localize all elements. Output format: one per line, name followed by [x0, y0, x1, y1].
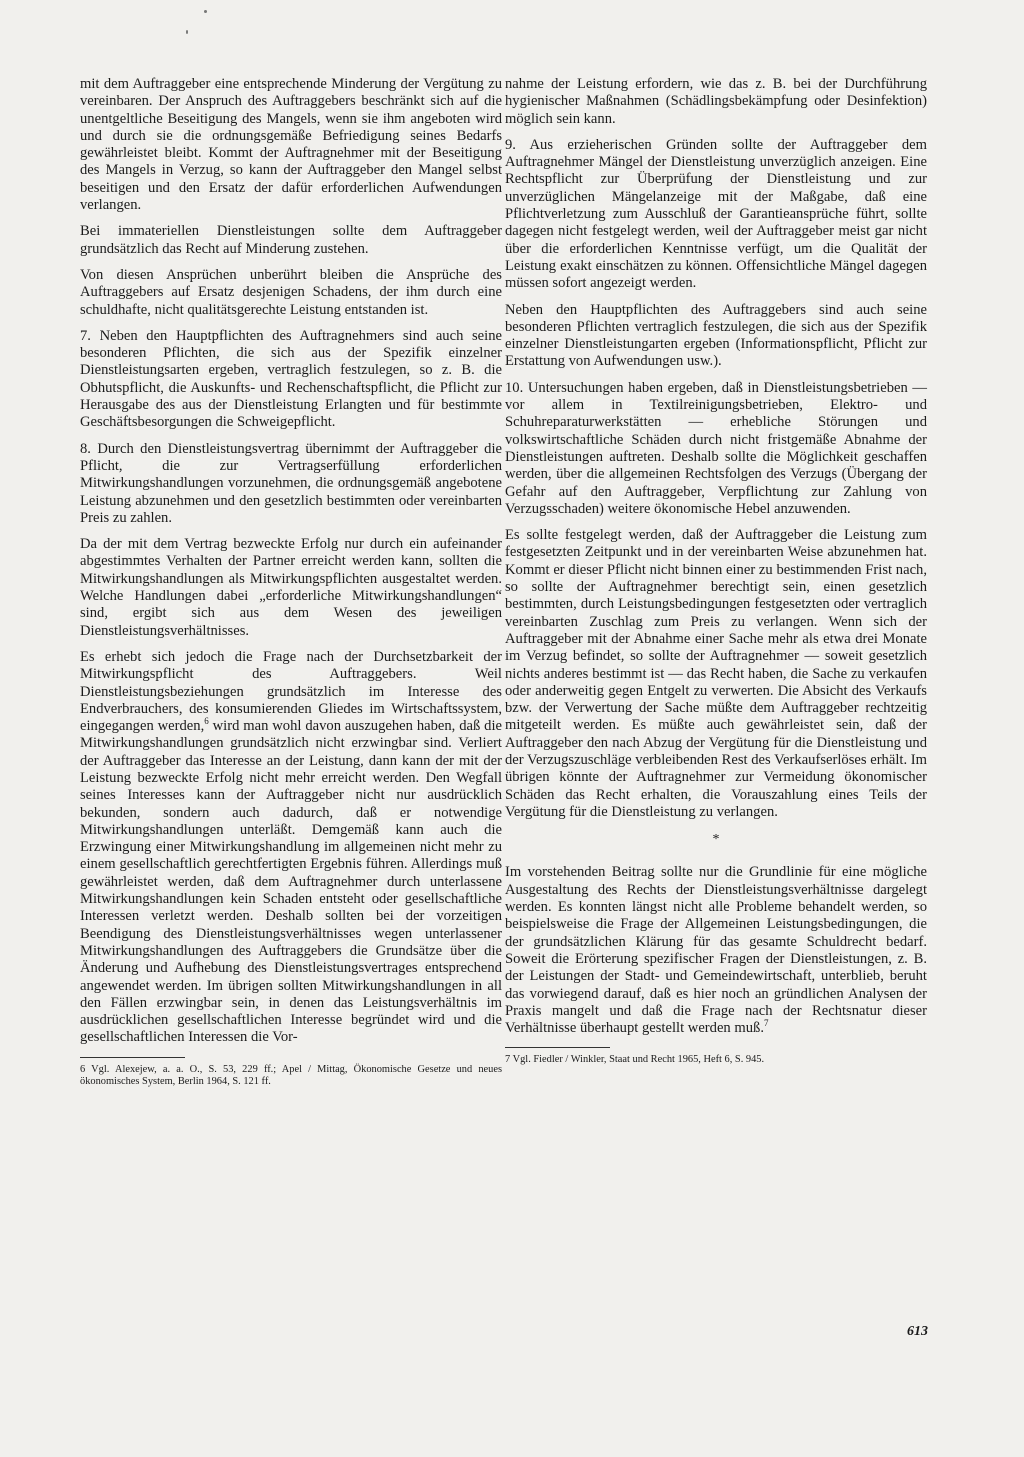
footnote-divider [80, 1057, 185, 1058]
paragraph-text: Es erhebt sich jedoch die Frage nach der Durchsetzbarkeit der Mitwirkungspflicht des Auftraggebers. Weil Dienstleistungsbeziehungen grundsätzlich im Interesse des Endverbrauchers, des konsumierenden Gliedes im Wirtschaftssystem, eingegangen werden, [80, 648, 502, 735]
paragraph [80, 649, 502, 1047]
paragraph: 9. Aus erzieherischen Gründen sollte der Auftraggeber dem Auftragnehmer Mängel der Dienstleistung unverzüglich anzeigen. Eine Rechtspflicht zur Überprüfung der Dienstleistung und zur unverzüglichen Mängelanzeige mit der Maßgabe, daß eine Pflichtverletzung zum Ausschluß der Garantieansprüche führt, sollte dagegen nicht festgelegt werden, weil der Auftraggeber meist gar nicht über die erforderlichen Kenntnisse verfügt, um die Qualität der Leistung exakt einschätzen zu können. Offensichtliche Mängel dagegen müssen sofort angezeigt werden. [505, 136, 927, 292]
scan-speck [186, 30, 188, 34]
paragraph: 7. Neben den Hauptpflichten des Auftragnehmers sind auch seine besonderen Pflichten, die sich aus der Spezifik einzelner Dienstleistungsarten ergeben, vertraglich festzulegen, so z. B. die Obhutspflicht, die Auskunfts- und Rechenschaftspflicht, die Pflicht zur Herausgabe des aus der Dienstleistung Erlangten und für bestimmte Geschäftsbesorgungen die Schweigepflicht. [80, 327, 502, 431]
paragraph: Da der mit dem Vertrag bezweckte Erfolg nur durch ein aufeinander abgestimmtes Verhalten der Partner erreicht werden kann, sollten die Mitwirkungshandlungen als Mitwirkungspflichten ausgestaltet werden. Welche Handlungen dabei „erforderliche Mitwirkungshandlungen“ sind, ergibt sich aus dem Wesen des jeweiligen Dienstleistungsverhältnisses. [80, 536, 502, 639]
left-column [80, 76, 502, 1098]
paragraph: 8. Durch den Dienstleistungsvertrag übernimmt der Auftraggeber die Pflicht, die zur Vertragserfüllung erforderlichen Mitwirkungshandlungen vorzunehmen, die ordnungsgemäß angebotene Leistung abzunehmen und den gesetzlich bestimmten oder vereinbarten Preis zu zahlen. [80, 440, 502, 526]
right-column [505, 76, 927, 1076]
paragraph: nahme der Leistung erfordern, wie das z. B. bei der Durchführung hygienischer Maßnahmen (Schädlingsbekämpfung oder Desinfektion) möglich sein kann. [505, 76, 927, 127]
footnote-marker: 6 [204, 716, 209, 727]
paragraph: Neben den Hauptpflichten des Auftraggebers sind auch seine besonderen Pflichten vertraglich festzulegen, die sich aus der Spezifik einzelner Dienstleistungarten ergeben (Informationspflicht, Pflicht zur Erstattung von Aufwendungen usw.). [505, 301, 927, 370]
footnote: 7 Vgl. Fiedler / Winkler, Staat und Recht 1965, Heft 6, S. 945. [505, 1054, 765, 1066]
paragraph: Von diesen Ansprüchen unberührt bleiben die Ansprüche des Auftraggebers auf Ersatz desjenigen Schadens, der ihm durch eine schuldhafte, nicht qualitätsgerechte Leistung entstanden ist. [80, 266, 502, 318]
paragraph: mit dem Auftraggeber eine entsprechende Minderung der Vergütung zu vereinbaren. Der Anspruch des Auftraggebers beschränkt sich auf die unentgeltliche Beseitigung des Mangels, wenn sie ihm angeboten wird und durch sie die ordnungsgemäße Befriedigung seines Bedarfs gewährleistet bleibt. Kommt der Auftragnehmer mit der Beseitigung des Mangels in Verzug, so kann der Auftraggeber den Mangel selbst beseitigen und den Ersatz der dafür erforderlichen Aufwendungen verlangen. [80, 76, 502, 214]
footnote-marker: 7 [763, 1018, 769, 1029]
paragraph: Es sollte festgelegt werden, daß der Auftraggeber die Leistung zum festgesetzten Zeitpunkt und in der vereinbarten Weise abzunehmen hat. Kommt er dieser Pflicht nicht binnen einer zu bestimmenden Frist nach, so sollte der Auftragnehmer berechtigt sein, einen gesetzlich bestimmten, durch Leistungsbedingungen festgesetzten oder vertraglich vereinbarten Zuschlag zum Preis zu verlangen. Wenn sich der Auftraggeber mit der Abnahme einer Sache mehr als etwa drei Monate im Verzug befindet, so sollte der Auftragnehmer — soweit gesetzlich nichts anderes bestimmt ist — das Recht haben, die Sache zu verkaufen oder anderweitig gegen Entgelt zu verwerten. Die Absicht des Verkaufs bzw. der Verwertung der Sache müßte dem Auftraggeber rechtzeitig mitgeteilt werden. Es müßte auch gewährleistet sein, daß der Auftraggeber den nach Abzug der Vergütung für die Dienstleistung und der Verzugszuschläge verbleibenden Rest des Verkaufserlöses erhält. Im übrigen könnte der Auftragnehmer zur Vermeidung ökonomischer Schäden das Recht erhalten, die Vorauszahlung eines Teils der Vergütung für die Dienstleistung zu verlangen. [505, 527, 927, 820]
page-number: 613 [907, 1324, 928, 1339]
scan-speck [204, 10, 207, 13]
paragraph-text: wird man wohl davon auszugehen haben, daß die Mitwirkungshandlungen grundsätzlich nicht erzwingbar sind. Verliert der Auftraggeber das Interesse an der Leistung, dann kann der mit der Leistung bezweckte Erfolg nicht mehr erreicht werden. Den Wegfall seines Interesses kann der Auftraggeber nicht nur ausdrücklich bekunden, sondern auch dadurch, daß er notwendige Mitwirkungshandlungen unterläßt. Demgemäß kann auch die Erzwingung einer Mitwirkungshandlung im allgemeinen nicht mehr zu einem gesellschaftlich gerechtfertigten Ergebnis führen. Allerdings muß gewährleistet werden, daß dem Auftragnehmer durch unterlassene Mitwirkungshandlungen kein Schaden entsteht oder gesellschaftliche Interessen verletzt werden. Deshalb sollten bei der vorzeitigen Beendigung des Dienstleistungsverhältnisses wegen unterlassener Mitwirkungshandlungen des Auftraggebers die Grundsätze über die Änderung und Aufhebung des Dienstleistungsvertrages entsprechend angewendet werden. Im übrigen sollten Mitwirkungshandlungen in all den Fällen erzwingbar sein, in denen das Leistungsverhältnis im ausdrücklichen gesellschaftlichen Interesse begründet wird und die gesellschaftlichen Interessen die Vor- [80, 718, 502, 1046]
paragraph [505, 864, 927, 1037]
paragraph-text: Im vorstehenden Beitrag sollte nur die Grundlinie für eine mögliche Ausgestaltung des Rechts der Dienstleistungsverhältnisse dargelegt werden. Es konnten längst nicht alle Probleme behandelt werden, so beispielsweise die Frage der Allgemeinen Leistungsbedingungen, die der grundsätzlichen Klärung für das gesamte Schuldrecht bedarf. Soweit die Erörterung spezifischer Fragen der Dienstleistungen, z. B. der Leistungen der Stadt- und Gemeindewirtschaft, unterblieb, beruht das vorwiegend darauf, daß es hier noch an gründlichen Analysen der Praxis mangelt und daß die Frage nach der Rechtsnatur dieser Verhältnisse überhaupt gestellt werden muß. [505, 864, 927, 1037]
paragraph: Bei immateriellen Dienstleistungen sollte dem Auftraggeber grundsätzlich das Recht auf Minderung zustehen. [80, 223, 502, 257]
footnote-divider [505, 1047, 610, 1048]
section-separator: * [712, 832, 720, 848]
footnote: 6 Vgl. Alexejew, a. a. O., S. 53, 229 ff.; Apel / Mittag, Ökonomische Gesetze und neues ökonomisches System, Berlin 1964, S. 121 ff. [80, 1063, 502, 1088]
paragraph: 10. Untersuchungen haben ergeben, daß in Dienstleistungsbetrieben — vor allem in Textilreinigungsbetrieben, Elektro- und Schuhreparaturwerkstätten — erhebliche Störungen und volkswirtschaftliche Schäden durch nicht fristgemäße Abnahme der Dienstleistungen auftreten. Deshalb sollte die Möglichkeit geschaffen werden, über die allgemeinen Rechtsfolgen des Verzugs (Übergang der Gefahr auf den Auftraggeber, Verpflichtung zur Zahlung von Verzugsschaden) weitere ökonomische Hebel anzuwenden. [505, 379, 927, 517]
